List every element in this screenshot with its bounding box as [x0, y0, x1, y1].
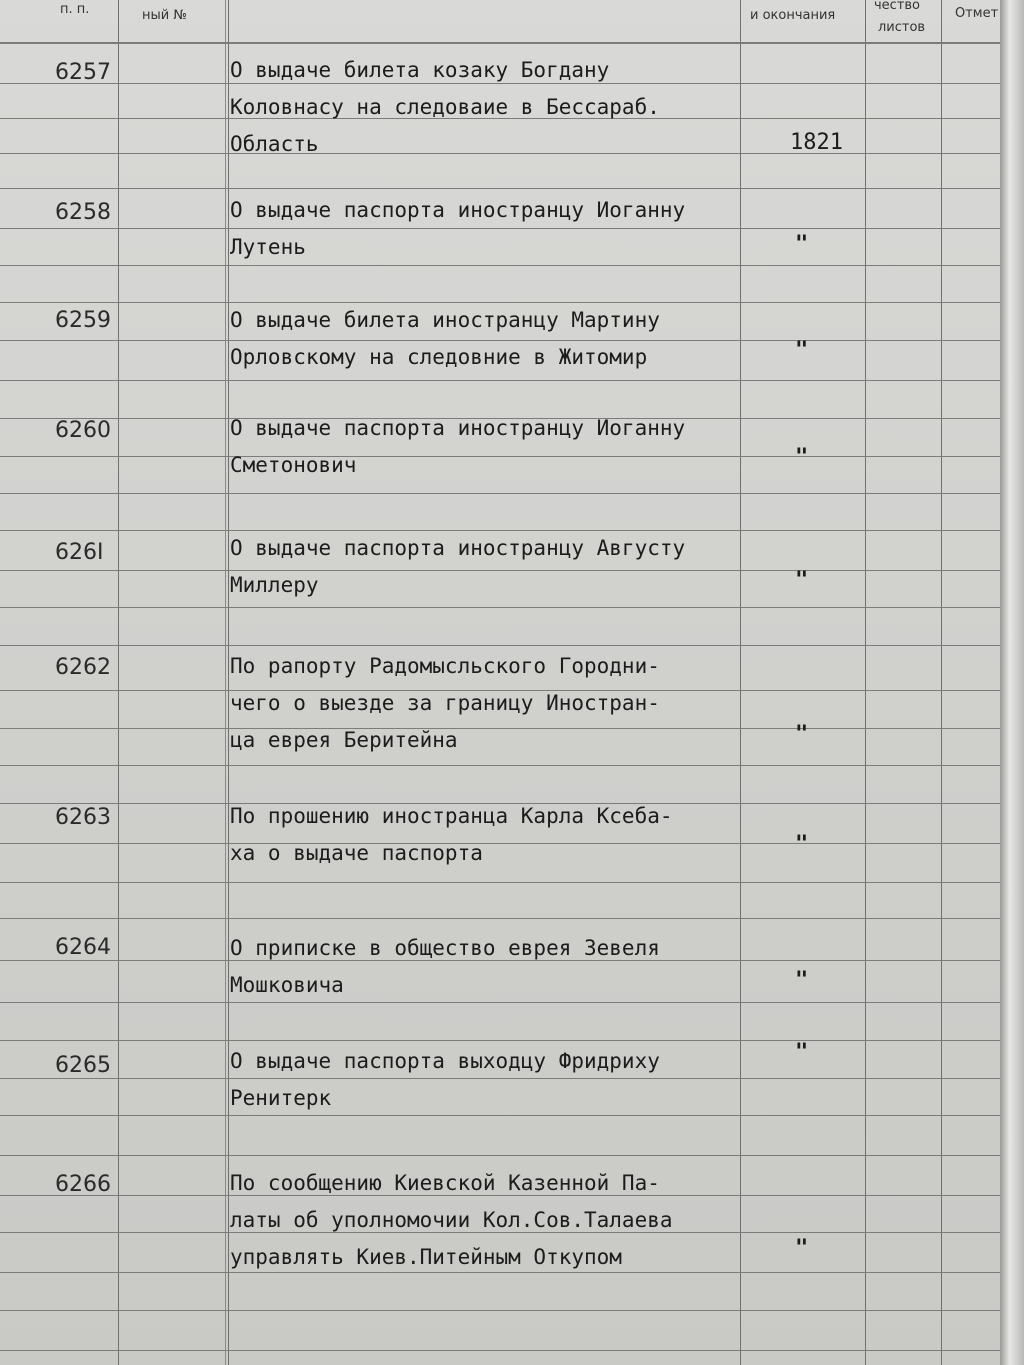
row-rule	[0, 188, 1000, 189]
row-rule	[0, 918, 1000, 919]
ditto-mark: "	[795, 338, 809, 363]
entry-text	[230, 52, 660, 163]
entry-number: 626I	[55, 540, 104, 565]
row-rule	[0, 493, 1000, 494]
row-rule	[0, 1155, 1000, 1156]
entry-number: 6264	[55, 935, 111, 960]
ditto-mark: "	[795, 445, 809, 470]
ditto-mark: "	[795, 1236, 809, 1261]
row-rule	[0, 380, 1000, 381]
entry-line: Коловнасу на следоваие в Бессараб.	[230, 95, 660, 119]
entry-date: 1821	[790, 130, 843, 155]
column-rule	[225, 0, 226, 1365]
entry-line: О приписке в общество еврея Зевеля	[230, 936, 660, 960]
column-rule	[941, 0, 942, 1365]
entry-line: По прошению иностранца Карла Ксеба-	[230, 804, 673, 828]
entry-number: 6262	[55, 655, 111, 680]
entry-line: О выдаче паспорта иностранцу Августу	[230, 536, 686, 560]
entry-line: О выдаче паспорта иностранцу Иоганну	[230, 198, 686, 222]
entry-number: 6263	[55, 805, 111, 830]
column-rule	[118, 0, 119, 1365]
row-rule	[0, 1310, 1000, 1311]
entry-line: О выдаче билета козаку Богдану	[230, 58, 610, 82]
entry-number: 6266	[55, 1172, 111, 1197]
entry-text	[230, 930, 660, 1004]
entry-text	[230, 648, 660, 759]
row-rule	[0, 645, 1000, 646]
entry-line: ха о выдаче паспорта	[230, 841, 483, 865]
entry-line: чего о выезде за границу Иностран-	[230, 691, 660, 715]
column-rule	[228, 0, 229, 1365]
row-rule	[0, 1040, 1000, 1041]
entry-text	[230, 1043, 660, 1117]
entry-line: По сообщению Киевской Казенной Па-	[230, 1171, 660, 1195]
entry-number: 6258	[55, 200, 111, 225]
entry-text	[230, 530, 685, 604]
entry-text	[230, 1165, 673, 1276]
ditto-mark: "	[795, 1040, 809, 1065]
entry-line: ца еврея Беритейна	[230, 728, 458, 752]
entry-line: Область	[230, 132, 319, 156]
ditto-mark: "	[795, 722, 809, 747]
entry-text	[230, 302, 660, 376]
entry-line: управлять Киев.Питейным Откупом	[230, 1245, 622, 1269]
row-rule	[0, 765, 1000, 766]
page-edge	[1000, 0, 1024, 1365]
entry-line: латы об уполномочии Кол.Сов.Талаева	[230, 1208, 673, 1232]
header-rule	[0, 42, 1000, 44]
header-col-sheets-1: чество	[874, 0, 921, 13]
ditto-mark: "	[795, 968, 809, 993]
ditto-mark: "	[795, 832, 809, 857]
entry-number: 6265	[55, 1053, 111, 1078]
entry-line: Ренитерк	[230, 1086, 332, 1110]
entry-line: Орловскому на следовние в Житомир	[230, 345, 648, 369]
column-rule	[865, 0, 866, 1365]
header-col-num: п. п.	[60, 2, 90, 17]
entry-number: 6260	[55, 418, 111, 443]
header-col-dates: и окончания	[750, 8, 836, 23]
entry-text	[230, 410, 685, 484]
entry-number: 6259	[55, 308, 111, 333]
entry-line: Мошковича	[230, 973, 344, 997]
entry-line: По рапорту Радомысльского Городни-	[230, 654, 660, 678]
row-rule	[0, 1350, 1000, 1351]
header-col-sheets-2: листов	[878, 20, 926, 35]
entry-text	[230, 798, 673, 872]
header-col-reg: ный №	[142, 8, 187, 23]
row-rule	[0, 607, 1000, 608]
entry-number: 6257	[55, 60, 111, 85]
entry-line: О выдаче паспорта иностранцу Иоганну	[230, 416, 686, 440]
entry-line: Лутень	[230, 235, 306, 259]
column-rule	[740, 0, 741, 1365]
ditto-mark: "	[795, 232, 809, 257]
ditto-mark: "	[795, 568, 809, 593]
entry-line: О выдаче паспорта выходцу Фридриху	[230, 1049, 660, 1073]
entry-line: Сметонович	[230, 453, 357, 477]
entry-line: О выдаче билета иностранцу Мартину	[230, 308, 660, 332]
entry-line: Миллеру	[230, 573, 319, 597]
row-rule	[0, 882, 1000, 883]
header-col-notes: Отмет	[955, 6, 999, 21]
entry-text	[230, 192, 685, 266]
